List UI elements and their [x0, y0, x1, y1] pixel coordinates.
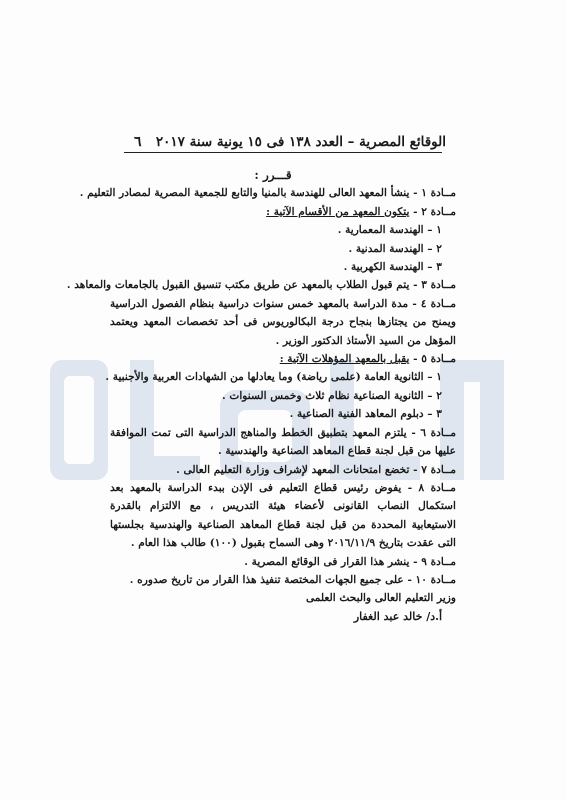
article-2 — [110, 203, 456, 221]
article-8: مــادة ٨ - يفوض رئيس قطاع التعليم فى الإذن ببدء الدراسة بالمعهد بعد استكمال النصاب القانونى لأعضاء هيئة التدريس ، مع الالتزام بالقدرة الاستيعابية المحددة من قبل لجنة قطاع المعاهد الصناعية والهندسية بجلستها التى عقدت بتاريخ ٢٠١٦/١١/٩ وهى السماح بقبول (١٠٠) طالب هذا العام . — [110, 481, 456, 550]
decree-body — [66, 166, 456, 626]
article-2-prefix: مــادة ٢ - — [409, 205, 456, 218]
department-2: ٢ – الهندسة المدنية . — [348, 242, 442, 255]
article-9: مــادة ٩ - ينشر هذا القرار فى الوقائع المصرية . — [244, 555, 456, 568]
page-header — [134, 134, 446, 150]
qualification-3: ٣ – دبلوم المعاهد الفنية الصناعية . — [289, 408, 442, 421]
page-number: ٦ — [134, 134, 142, 150]
signatory-name: أ.د/ خالد عبد الغفار — [353, 609, 442, 623]
gazette-title: الوقائع المصرية – العدد ١٣٨ فى ١٥ يونية سنة ٢٠١٧ — [155, 134, 446, 150]
article-7: مــادة ٧ - تخضع امتحانات المعهد لإشراف وزارة التعليم العالى . — [176, 463, 456, 476]
department-3: ٣ – الهندسة الكهربية . — [343, 261, 442, 274]
article-2-text: يتكون المعهد من الأقسام الآتية : — [266, 205, 410, 218]
article-6: مــادة ٦ - يلتزم المعهد بتطبيق الخطط والمناهج الدراسية التى تمت الموافقة عليها من قبل لجنة قطاع المعاهد الصناعية والهندسية . — [110, 426, 456, 458]
signatory-title: وزير التعليم العالى والبحث العلمى — [305, 592, 456, 605]
decree-heading: قـــرر : — [254, 168, 292, 182]
qualification-2: ٢ – الثانوية الصناعية نظام ثلاث وخمس السنوات . — [222, 389, 442, 402]
header-divider — [124, 152, 442, 153]
article-5-prefix: مــادة ٥ - — [409, 353, 456, 366]
article-10: مــادة ١٠ - على جميع الجهات المختصة تنفيذ هذا القرار من تاريخ صدوره . — [129, 573, 456, 586]
article-5 — [110, 350, 456, 368]
article-5-text: يقبل بالمعهد المؤهلات الآتية : — [279, 353, 410, 366]
qualification-1: ١ – الثانوية العامة (علمى رياضة) وما يعادلها من الشهادات العربية والأجنبية . — [105, 371, 442, 384]
article-4: مــادة ٤ - مدة الدراسة بالمعهد خمس سنوات دراسية بنظام الفصول الدراسية ويمنح من يجتازها بنجاح درجة البكالوريوس فى أحد تخصصات المعهد ويعتمد المؤهل من السيد الأستاذ الدكتور الوزير . — [110, 297, 456, 347]
article-1: مــادة ١ - ينشأ المعهد العالى للهندسة بالمنيا والتابع للجمعية المصرية لمصادر التعليم . — [79, 187, 456, 200]
department-1: ١ – الهندسة المعمارية . — [337, 224, 442, 237]
article-3: مــادة ٣ - يتم قبول الطلاب بالمعهد عن طريق مكتب تنسيق القبول بالجامعات والمعاهد . — [66, 279, 456, 292]
